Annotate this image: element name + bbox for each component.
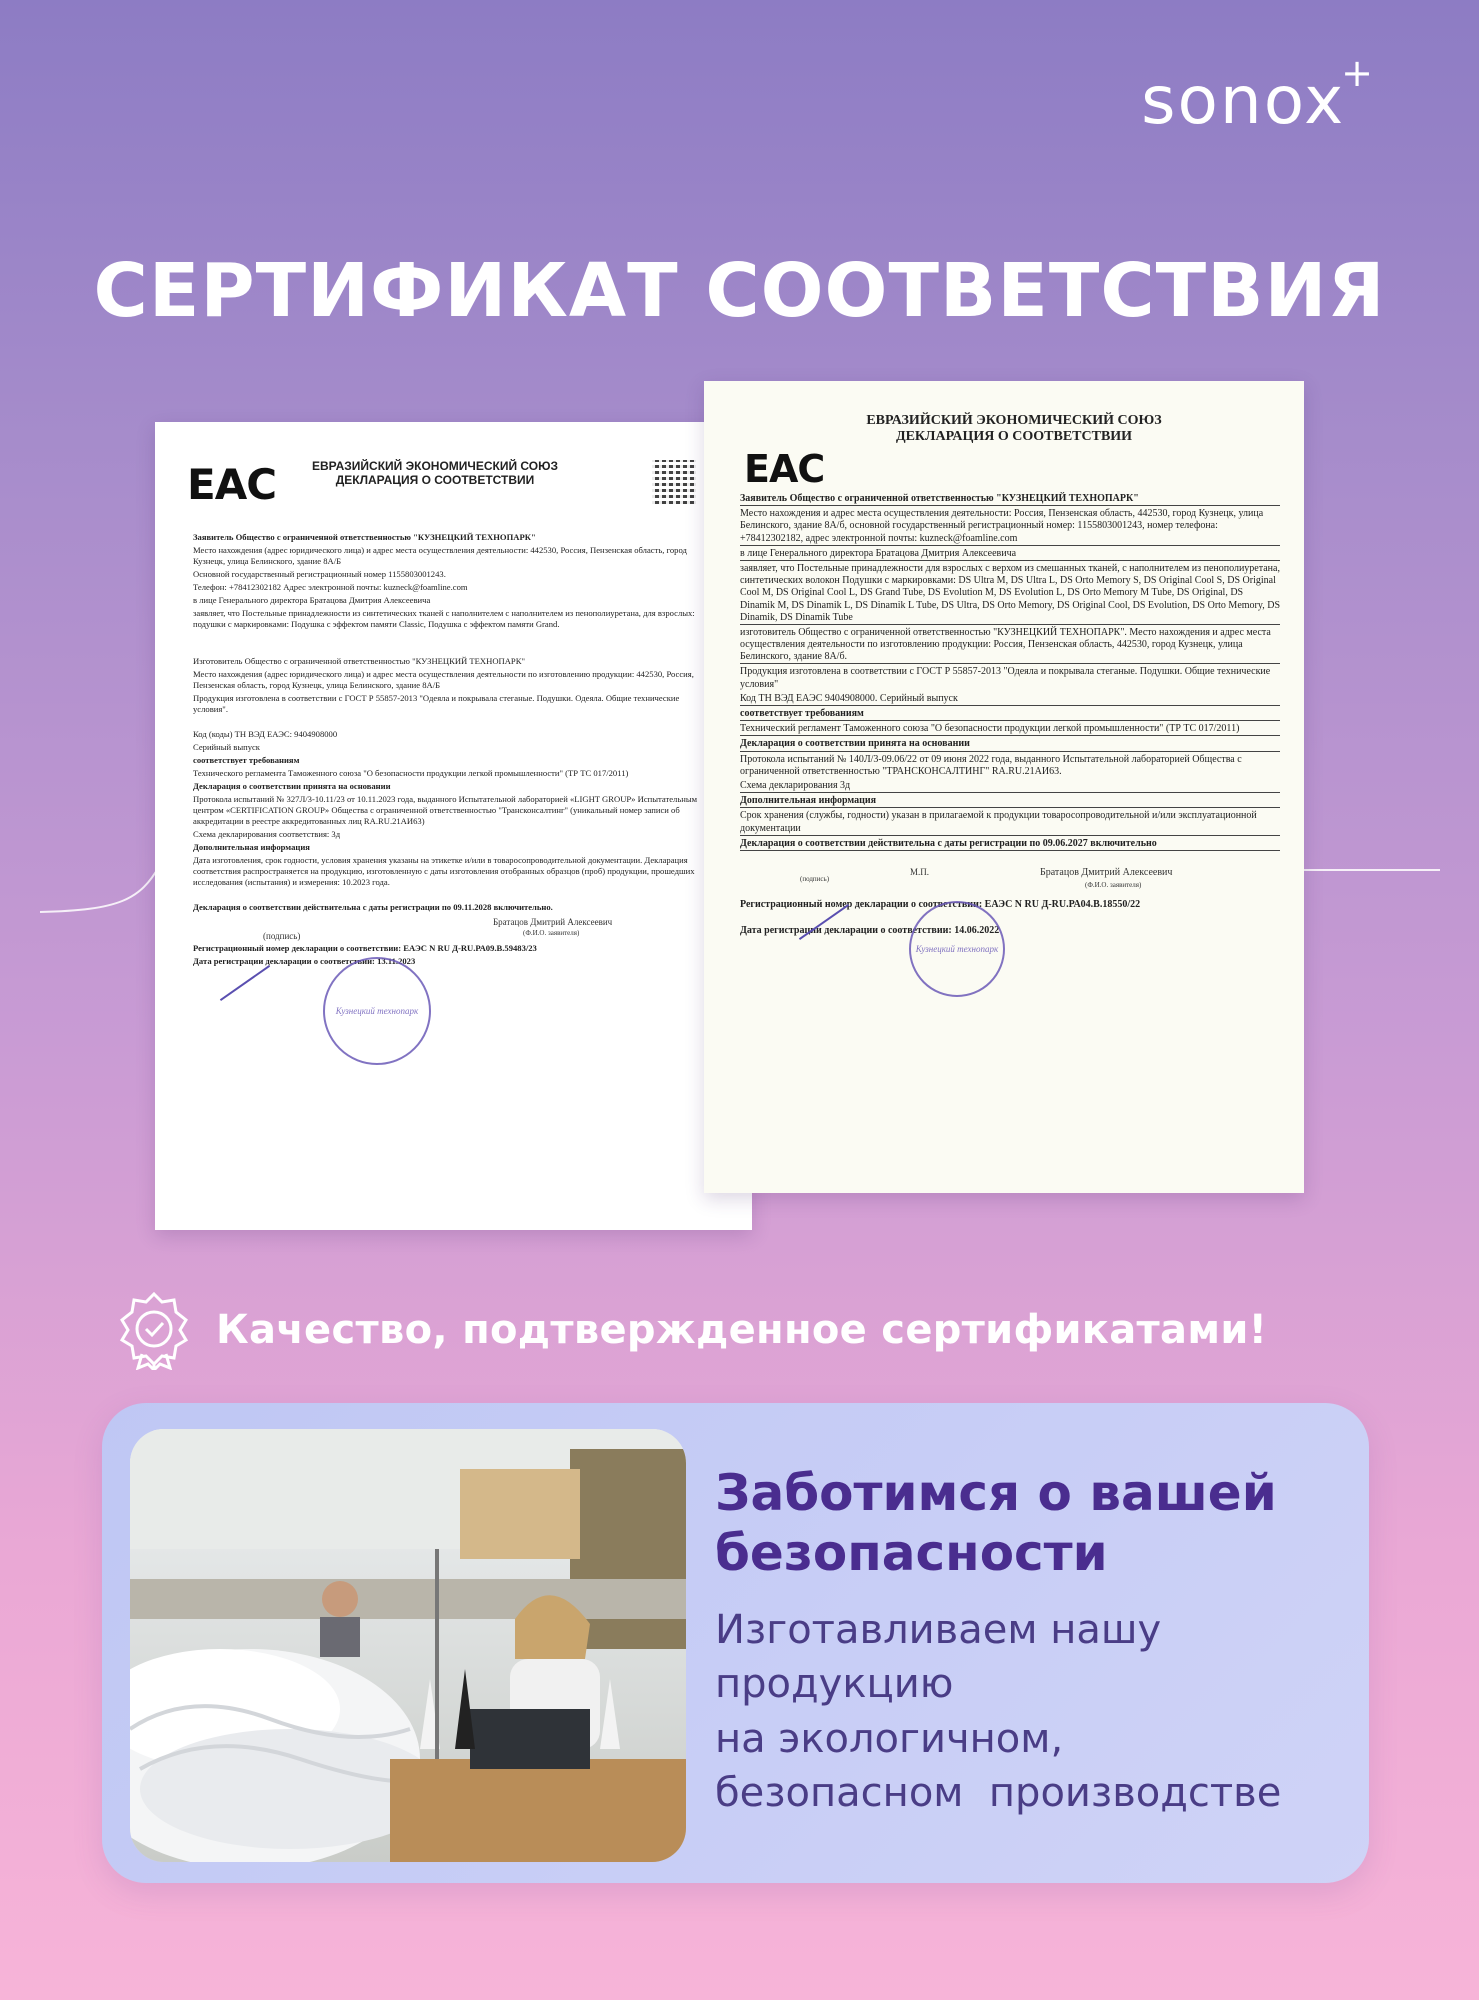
doc-header: ЕВРАЗИЙСКИЙ ЭКОНОМИЧЕСКИЙ СОЮЗ ДЕКЛАРАЦИЯ О СООТВЕТСТВИИ (866, 413, 1162, 445)
signature (220, 965, 270, 1001)
sewing-workshop-photo (130, 1429, 686, 1862)
declaration-document-1: EAC ЕВРАЗИЙСКИЙ ЭКОНОМИЧЕСКИЙ СОЮЗ ДЕКЛАРАЦИЯ О СООТВЕТСТВИИ Заявитель Общество с ограниченной ответственностью "КУЗНЕЦКИЙ ТЕХНОПАРК" Место нахождения (адрес юридического лица) и адрес места осуществления деятельности: 442530, Россия, Пензенская область, город Кузнецк, улица Белинского, здание 8А/Б Основной государственный регистрационный номер 1155803001243. Телефон: +78412302182 Адрес электронной почты: kuzneck@foamline.com в лице Генерального директора Братацова Дмитрия Алексеевича заявляет, что Постельные принадлежности из синтетических тканей с наполнителем с наполнителем из пенополиуретана, для взрослых: подушки с маркировками: Подушка с эффектом памяти Classic, Подушка с эффектом памяти Grand. Изготовитель Общество с ограниченной ответственностью "КУЗНЕЦКИЙ ТЕХНОПАРК" Место нахождения (адрес юридического лица) и адрес места осуществления деятельности по изготовлению продукции: 442530, Россия, Пензенская область, город Кузнецк, улица Белинского, здание 8А/Б Продукция изготовлена в соответствии с ГОСТ Р 55857-2013 "Одеяла и покрывала стеганые. Подушки. Одеяла. Общие технические условия". Код (коды) ТН ВЭД ЕАЭС: 9404908000 Серийный выпуск соответствует требованиям Технического регламента Таможенного союза "О безопасности продукции легкой промышленности" (ТР ТС 017/2011) Декларация о соответствии принята на основании Протокола испытаний № 327Л/3-10.11/23 от 10.11.2023 года, выданного Испытательной лабораторией «LIGHT GROUP» Испытательным центром «CERTIFICATION GROUP» Общества с ограниченной ответственностью "Трансконсалтинг" (уникальный номер записи об аккредитации в реестре аккредитованных лиц RA.RU.21АИ63) Схема декларирования соответствия: 3д Дополнительная информация Дата изготовления, срок годности, условия хранения указаны на этикетке и/или в товаросопроводительной документации. Декларация соответствия распространяется на продукцию, изготовленную с даты изготовления отобранных образцов (проб) продукции, прошедших исследования (испытания) и измерения: 10.2023 года. Декларация о соответствии действительна с даты регистрации по 09.11.2028 включительно. (подпись) Братацов Дмитрий Алексеевич (Ф.И.О. заявителя) Регистрационный номер декларации о соответствии: ЕАЭС N RU Д-RU.РА09.В.59483/23 Дата регистрации декларации о соответствии: 13.11.2023 Кузнецкий технопарк (155, 422, 752, 1230)
qr-code-icon (652, 460, 696, 504)
company-stamp: Кузнецкий технопарк (909, 901, 1005, 997)
safety-card (102, 1403, 1369, 1883)
quality-badge-icon (118, 1290, 190, 1370)
declaration-document-2: ЕВРАЗИЙСКИЙ ЭКОНОМИЧЕСКИЙ СОЮЗ ДЕКЛАРАЦИЯ О СООТВЕТСТВИИ EAC Заявитель Общество с ограниченной ответственностью "КУЗНЕЦКИЙ ТЕХНОПАРК" Место нахождения и адрес места осуществления деятельности: Россия, Пензенская область, 442530, город Кузнецк, улица Белинского, здание 8А/б, основной государственный регистрационный номер: 1155803001243, номер телефона: +78412302182, адрес электронной почты: kuzneck@foamline.com в лице Генерального директора Братацова Дмитрия Алексеевича заявляет, что Постельные принадлежности для взрослых с верхом из смешанных тканей, с наполнителем из пенополиуретана, синтетических волокон Подушки с маркировками: DS Ultra M, DS Ultra L, DS Orto Memory S, DS Original Cool S, DS Original Cool M, DS Original Cool L, DS Grand Tube, DS Evolution M, DS Evolution L, DS Orto Memory M Tube, DS Original, DS Dinamik M, DS Dinamik L, DS Dinamik L Tube, DS Ultra, DS Orto Memory, DS Original Cool, DS Evolution, DS Orto Memory, DS Dinamik, DS Dinamik Tube изготовитель Общество с ограниченной ответственностью "КУЗНЕЦКИЙ ТЕХНОПАРК". Место нахождения и адрес места осуществления деятельности по изготовлению продукции: Россия, Пензенская область, 442530, город Кузнецк, улица Белинского, здание 8А/б. Продукция изготовлена в соответствии с ГОСТ Р 55857-2013 "Одеяла и покрывала стеганые. Подушки. Общие технические условия" Код ТН ВЭД ЕАЭС 9404908000. Серийный выпуск соответствует требованиям Технический регламент Таможенного союза "О безопасности продукции легкой промышленности" (ТР ТС 017/2011) Декларация о соответствии принята на основании Протокола испытаний № 140Л/3-09.06/22 от 09 июня 2022 года, выданного Испытательной лабораторией Общества с ограниченной ответственностью "ТРАНСКОНСАЛТИНГ" RA.RU.21АИ63. Схема декларирования 3д Дополнительная информация Срок хранения (службы, годности) указан в прилагаемой к продукции товаросопроводительной и/или эксплуатационной документации Декларация о соответствии действительна с даты регистрации по 09.06.2027 включительно (подпись) М.П. Братацов Дмитрий Алексеевич (Ф.И.О. заявителя) Регистрационный номер декларации о соответствии: ЕАЭС N RU Д-RU.РА04.В.18550/22 Дата регистрации декларации о соответствии: 14.06.2022 Кузнецкий технопарк (704, 381, 1304, 1193)
quality-banner (118, 1290, 1418, 1370)
card-text: Изготавливаем нашу продукцию на экологичном, безопасном производстве (715, 1607, 1282, 1817)
card-title: Заботимся о вашей безопасности (715, 1464, 1277, 1582)
page-title: СЕРТИФИКАТ СООТВЕТСТВИЯ (93, 248, 1386, 334)
eac-mark: EAC (744, 447, 825, 491)
brand-logo: sonox+ (1141, 51, 1375, 139)
company-stamp: Кузнецкий технопарк (323, 957, 431, 1065)
quality-text: Качество, подтвержденное сертификатами! (216, 1307, 1268, 1353)
eac-mark: EAC (187, 460, 277, 509)
doc-header: ЕВРАЗИЙСКИЙ ЭКОНОМИЧЕСКИЙ СОЮЗ ДЕКЛАРАЦИЯ О СООТВЕТСТВИИ (311, 459, 559, 487)
